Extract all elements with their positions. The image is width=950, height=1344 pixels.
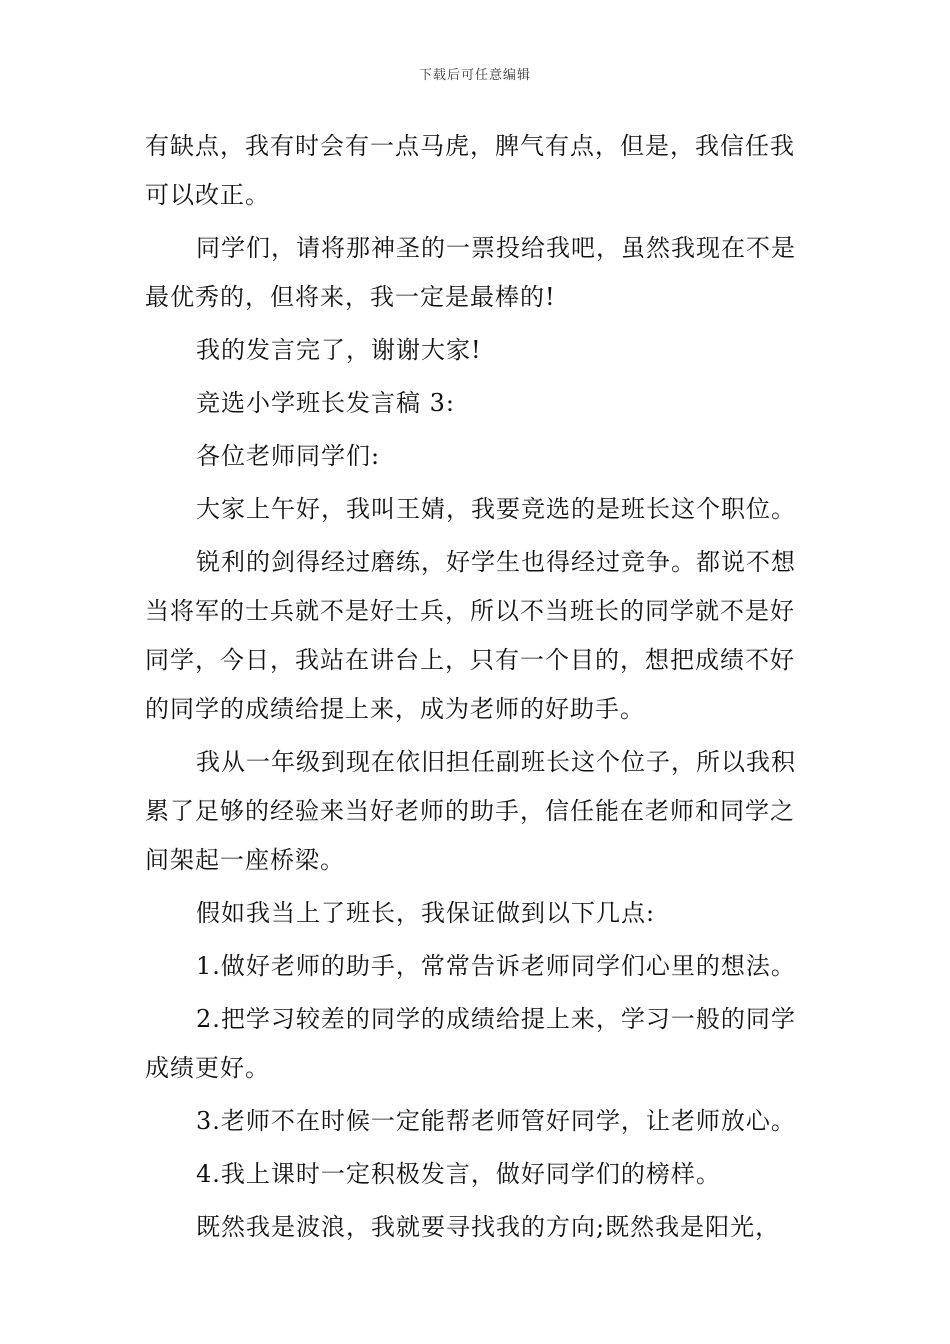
salutation: 各位老师同学们: bbox=[196, 442, 381, 470]
section-heading: 竞选小学班长发言稿 3: bbox=[196, 389, 455, 417]
paragraph: 同学们，请将那神圣的一票投给我吧，虽然我现在不是最优秀的，但将来，我一定是最棒的! bbox=[145, 234, 796, 311]
list-item: 4.我上课时一定积极发言，做好同学们的榜样。 bbox=[196, 1160, 721, 1188]
paragraph: 既然我是波浪，我就要寻找我的方向;既然我是阳光， bbox=[196, 1213, 781, 1241]
paragraph: 锐利的剑得经过磨练，好学生也得经过竞争。都说不想当将军的士兵就不是好士兵，所以不当班长的同学就不是好同学，今日，我站在讲台上，只有一个目的，想把成绩不好的同学的成绩给提上来，成为老师的好助手。 bbox=[145, 548, 796, 723]
paragraph: 我的发言完了，谢谢大家! bbox=[196, 336, 482, 364]
paragraph: 我从一年级到现在依旧担任副班长这个位子，所以我积累了足够的经验来当好老师的助手，信任能在老师和同学之间架起一座桥梁。 bbox=[145, 748, 796, 874]
list-item: 1.做好老师的助手，常常告诉老师同学们心里的想法。 bbox=[196, 952, 796, 980]
paragraph: 有缺点，我有时会有一点马虎，脾气有点，但是，我信任我可以改正。 bbox=[145, 132, 795, 209]
page-header-watermark: 下载后可任意编辑 bbox=[418, 68, 531, 83]
list-item: 3.老师不在时候一定能帮老师管好同学，让老师放心。 bbox=[196, 1107, 796, 1135]
document-body bbox=[145, 122, 813, 1256]
list-item: 2.把学习较差的同学的成绩给提上来，学习一般的同学成绩更好。 bbox=[145, 1005, 796, 1082]
paragraph: 大家上午好，我叫王婧，我要竞选的是班长这个职位。 bbox=[196, 495, 796, 523]
paragraph: 假如我当上了班长，我保证做到以下几点: bbox=[196, 899, 656, 927]
